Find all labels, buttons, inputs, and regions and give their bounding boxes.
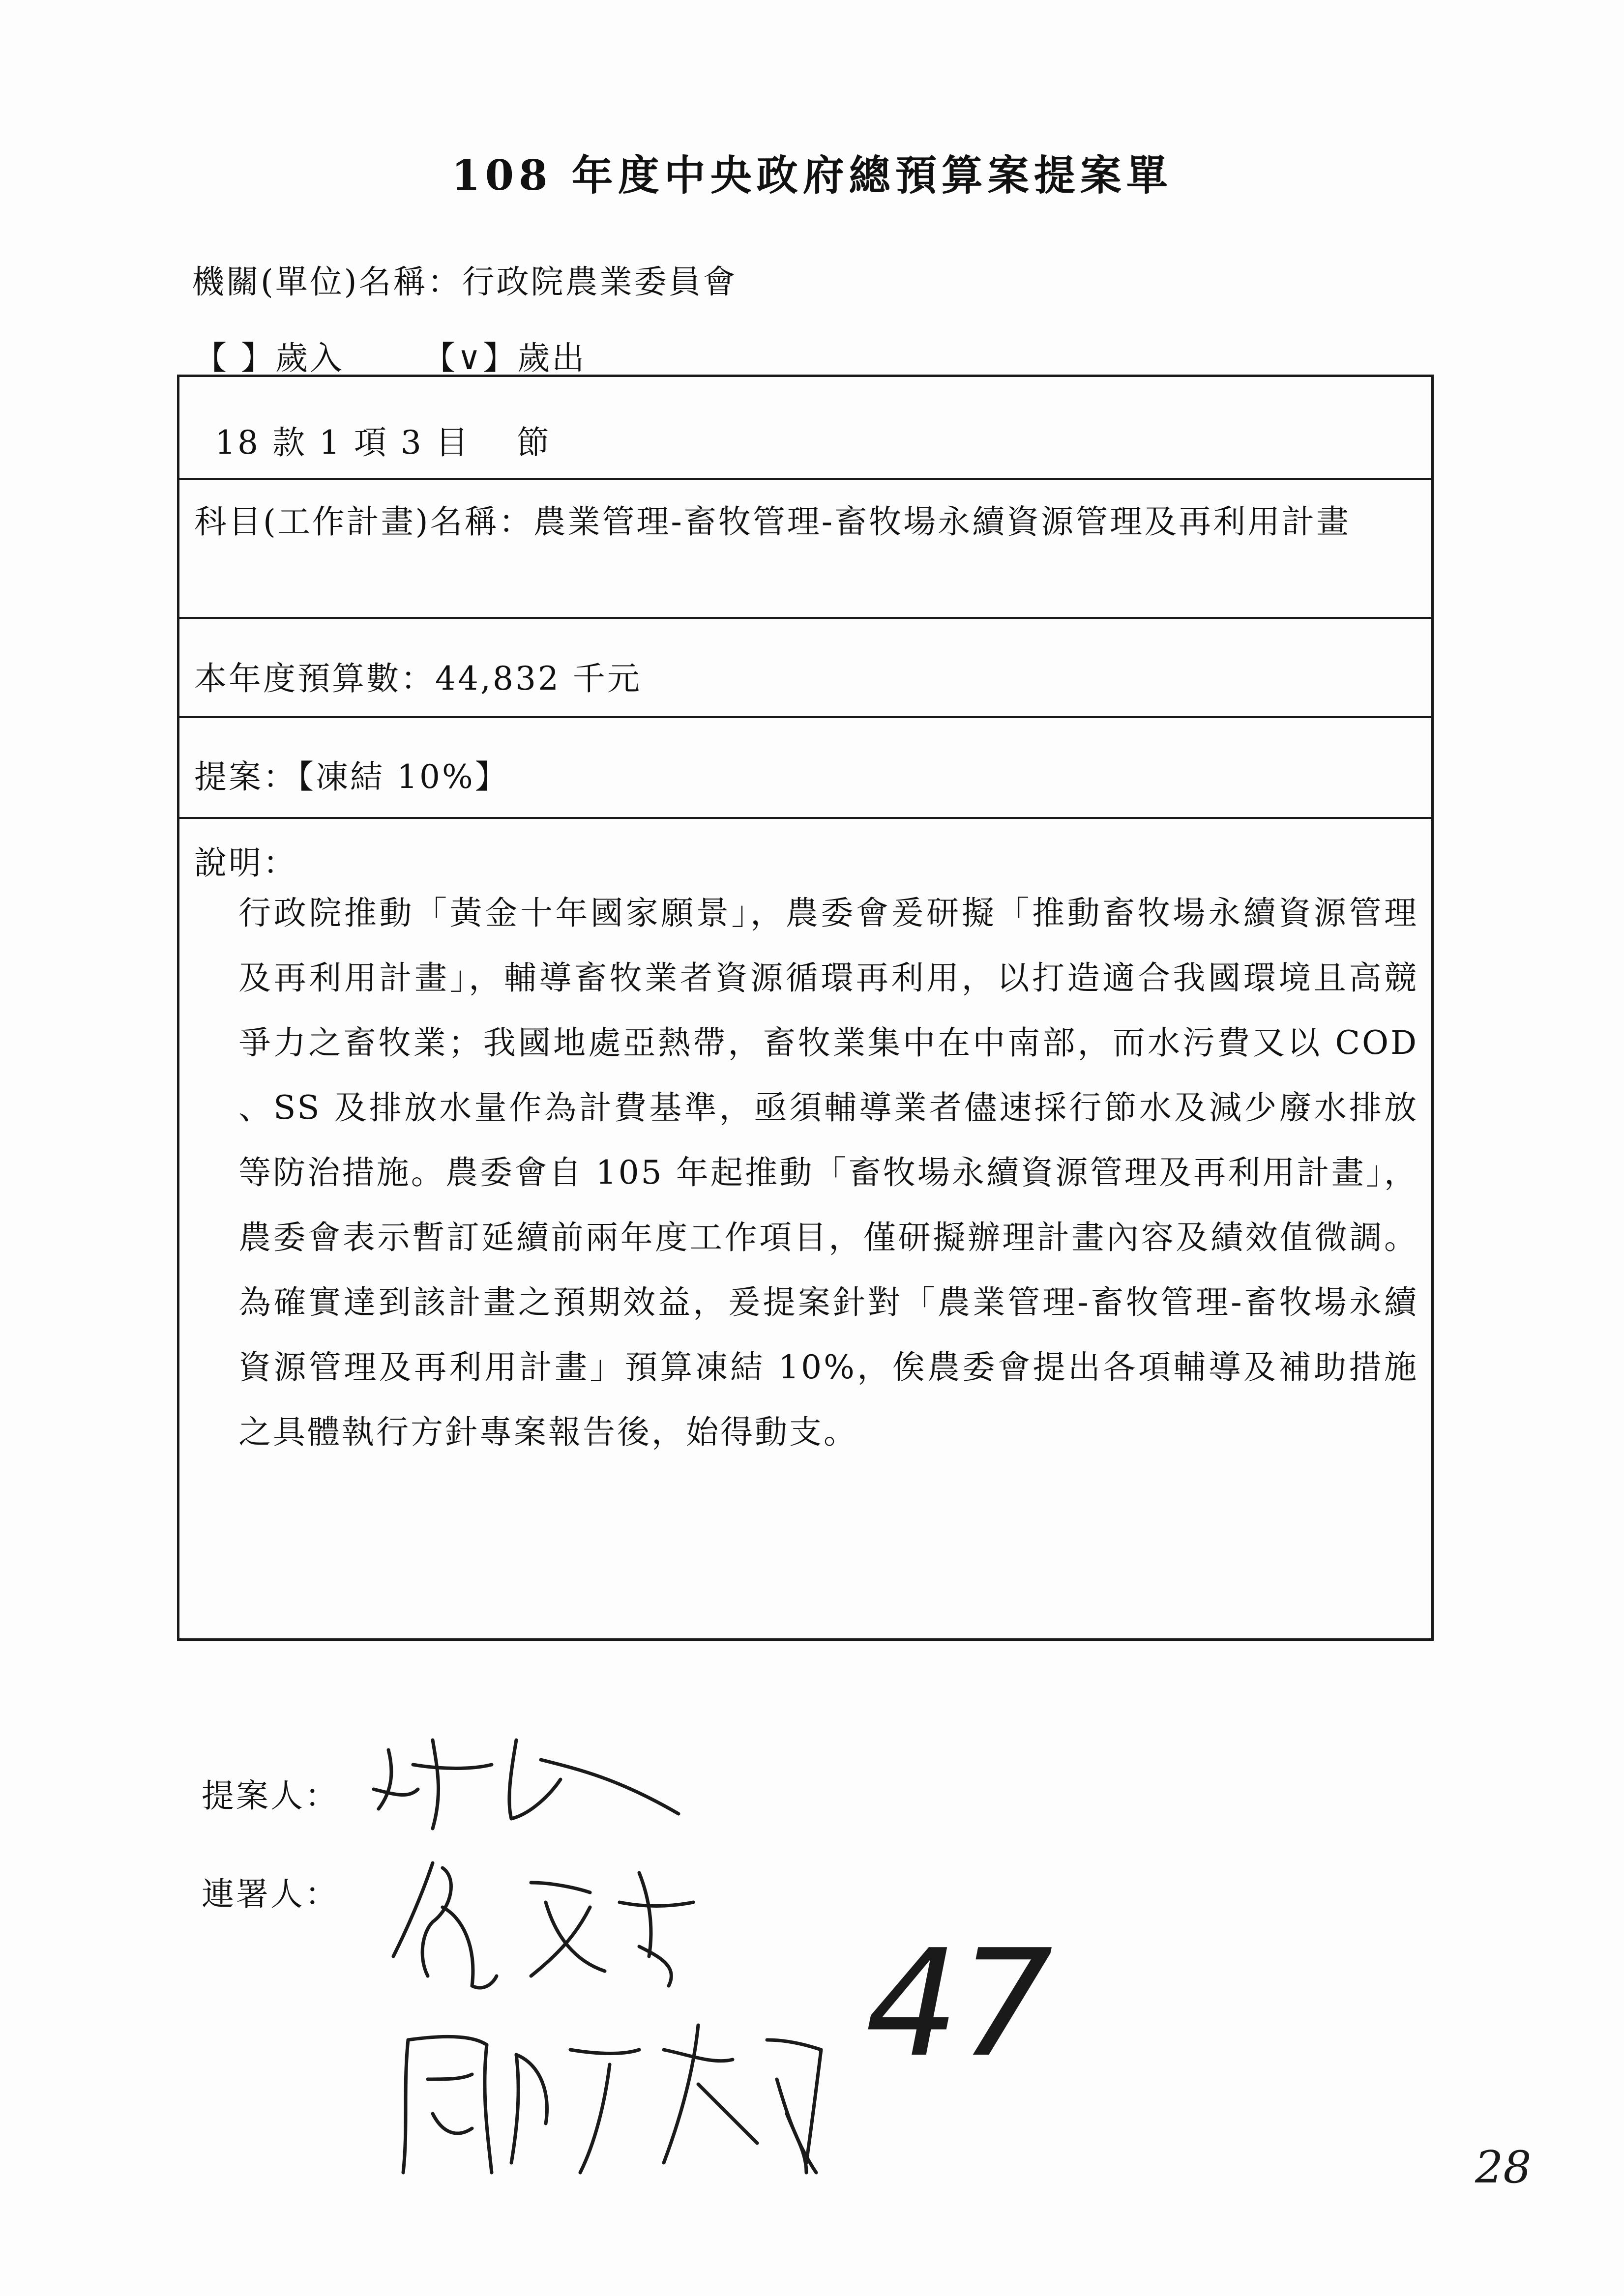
- explanation-text: 行政院推動「黃金十年國家願景」，農委會爰研擬「推動畜牧場永續資源管理及再利用計畫」，輔導畜牧業者資源循環再利用，以打造適合我國環境且高競爭力之畜牧業；我國地處亞熱帶，畜牧業集中在中南部，而水污費又以 COD 、SS 及排放水量作為計費基準，亟須輔導業者儘速採行節水及減少廢水排放等防治措施。農委會自 105 年起推動「畜牧場永續資源管理及再利用計畫」，農委會表示暫訂延續前兩年度工作項目，僅研擬辦理計畫內容及績效值微調。為確實達到該計畫之預期效益，爰提案針對「農業管理-畜牧管理-畜牧場永續資源管理及再利用計畫」預算凍結 10%，俟農委會提出各項輔導及補助措施之具體執行方針專案報告後，始得動支。: [238, 894, 1418, 1451]
- subject-name: 科目(工作計畫)名稱：農業管理-畜牧管理-畜牧場永續資源管理及再利用計畫: [194, 503, 1351, 541]
- budget-amount: 本年度預算數：44,832 千元: [194, 660, 642, 698]
- expenditure-checkbox-label: 【∨】歲出: [422, 339, 587, 377]
- proposer-signature: [374, 1740, 679, 1863]
- divider: [179, 617, 1431, 619]
- proposal-form-table: [177, 375, 1434, 1641]
- page-title: 108 年度中央政府總預算案提案單: [451, 151, 1173, 200]
- proposer-label: 提案人：: [202, 1777, 339, 1815]
- budget-type-row: [194, 332, 586, 378]
- revenue-checkbox-label: 【 】歲入: [194, 339, 344, 377]
- divider: [179, 817, 1431, 819]
- cosigner-label: 連署人：: [202, 1875, 339, 1913]
- cosigner-signature-1: [393, 1863, 693, 2001]
- divider: [179, 478, 1431, 480]
- proposal-line: 提案：【凍結 10%】: [194, 758, 509, 796]
- agency-line: 機關(單位)名稱：行政院農業委員會: [192, 263, 738, 301]
- divider: [179, 716, 1431, 718]
- item-line: 18 款 1 項 3 目 節: [215, 424, 551, 462]
- page-number: 28: [1475, 2142, 1532, 2193]
- cosigner-signature-2: [403, 2025, 821, 2197]
- handwritten-number: 47: [865, 1918, 1053, 2090]
- explanation-label: 說明：: [194, 844, 297, 882]
